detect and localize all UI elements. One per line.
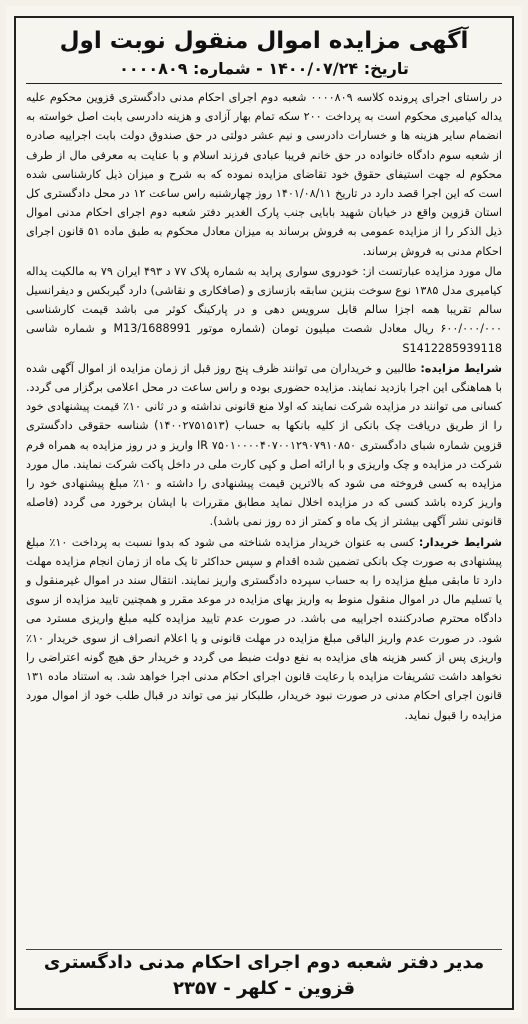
auction-terms-text: طالبین و خریداران می توانند ظرف پنج روز قبل از زمان مزایده از اموال آگهی شده با هماهنگی این اجرا بازدید نمایند. مزایده حضوری بوده و راس ساعت در محل اعلامی برگزار می گردد. کسانی می توانند در مزایده شرکت نمایند که اولا منع قانونی نداشته و در ثانی ۱۰٪ قیمت پیشنهادی خود را از طریق دریافت چک بانکی از کلیه بانکها به حساب (۱۴۰۰۲۷۵۱۵۱۳) شناسه حقوقی دادگستری قزوین شماره شبای دادگستری IR ۷۵۰۱۰۰۰۰۴۰۷۰۰۱۲۹۰۷۹۱۰۸۵۰ واریز و در روز مزایده به همراه فرم شرکت در مزایده و چک واریزی و با ارائه اصل و کپی کارت ملی در داخل پاکت شرکت نمایند. مال مورد مزایده به کسی فروخته می شود که بالاترین قیمت پیشنهادی را داشته و ۱۰٪ مبلغ پیشنهادی خود را واریز کرده باشد کسی که در مزایده اخلال نماید مطابق مقررات با ایشان برخورد می گردد (فاصله قانونی نشر آگهی بیشتر از یک ماه و کمتر از ده روز نمی باشد). xyxy=(26,361,502,529)
buyer-terms-paragraph xyxy=(26,533,502,725)
date-and-number-line xyxy=(26,58,502,84)
notice-page xyxy=(6,6,522,1018)
signature-footer: مدیر دفتر شعبه دوم اجرای احکام مدنی دادگستری قزوین - کلهر - ۲۳۵۷ xyxy=(26,949,502,1002)
property-description-paragraph: مال مورد مزایده عبارتست از: خودروی سواری پراید به شماره پلاک ۷۷ د ۴۹۳ ایران ۷۹ به مالکیت یداله کیامیری مدل ۱۳۸۵ نوع سوخت بنزین سابقه بازسازی و (صافکاری و نقاشی) دارد گیربکس و دیفرانسیل سالم تقریبا همه اجزا سالم قابل سرویس دهی و در پارکینگ کوثر می باشد قیمت کارشناسی ۶۰۰/۰۰۰/۰۰۰ ریال معادل شصت میلیون تومان (شماره موتور M13/1688991 و شماره شاسی S1412285939118 xyxy=(26,264,502,355)
intro-paragraph: در راستای اجرای پرونده کلاسه ۰۰۰۰۸۰۹ شعبه دوم اجرای احکام مدنی دادگستری قزوین محکوم علیه یداله کیامیری محکوم است به پرداخت ۲۰۰ سکه تمام بهار آزادی و هزینه دادرسی بابت اصل خواسته به انضمام سایر هزینه ها و خسارات دادرسی و نیم عشر دولتی در حق صندوق دولت بابت اجراییه صادره از شعبه سوم دادگاه خانواده در حق خانم فریبا عبادی فرزند اسلام و با عنایت به معرفی مال از طرف محکوم له جهت استیفای حقوق خود تقاضای مزایده نموده که به شرح و میزان ذیل کارشناسی شده است که این اجرا قصد دارد در تاریخ ۱۴۰۱/۰۸/۱۱ روز چهارشنبه راس ساعت ۱۲ در محل دادگستری کل استان قزوین واقع در خیابان شهید بابایی جنب پارک الغدیر دفتر شعبه دوم اجرای احکام مدنی اموال ذیل الذکر را از مزایده عمومی به فروش برساند به میزان معادل محکوم به طبق ماده ۵۱ قانون اجرای احکام مدنی به فروش برساند. xyxy=(26,91,503,258)
date-number-text: تاریخ: ۱۴۰۰/۰۷/۲۴ - شماره: ۰۰۰۰۸۰۹ xyxy=(119,59,409,78)
auction-terms-paragraph xyxy=(26,359,502,532)
notice-frame xyxy=(14,16,514,1010)
buyer-terms-text: کسی به عنوان خریدار مزایده شناخته می شود که بدوا نسبت به پرداخت ۱۰٪ مبلغ پیشنهادی به صورت چک بانکی تضمین شده اقدام و سپس حداکثر تا یک ماه از زمان انجام مزایده مهلت دارد تا مابقی مبلغ مزایده را به حساب سپرده دادگستری واریز نمایند. انتقال سند در اموال غیرمنقول و یا تسلیم مال در اموال منقول منوط به واریز بهای مزایده در موعد مقرر و همچنین تایید مزایده از سوی دادگاه محترم صادرکننده اجراییه می باشد. در صورت عدم تایید مزایده کلیه مبلغ واریزی مسترد می شود. در صورت عدم واریز الباقی مبلغ مزایده در مهلت قانونی و یا اعلام انصراف از سوی خریدار ۱۰٪ واریزی پس از کسر هزینه های مزایده به نفع دولت ضبط می گردد و خریدار حق هیچ گونه اعتراضی را نخواهد داشت تشریفات مزایده با رعایت قانون اجرای احکام مدنی اجرا خواهد شد. به استناد ماده ۱۳۱ قانون اجرای احکام مدنی در صورت نبود خریدار، طلبکار نیز می تواند در قبال طلب خود از اموال مورد مزایده را قبول نماید. xyxy=(26,535,502,722)
notice-title: آگهی مزایده اموال منقول نوبت اول xyxy=(59,28,469,54)
notice-body xyxy=(26,88,502,725)
auction-terms-heading: شرایط مزایده: xyxy=(420,361,502,375)
buyer-terms-heading: شرایط خریدار: xyxy=(418,535,502,549)
